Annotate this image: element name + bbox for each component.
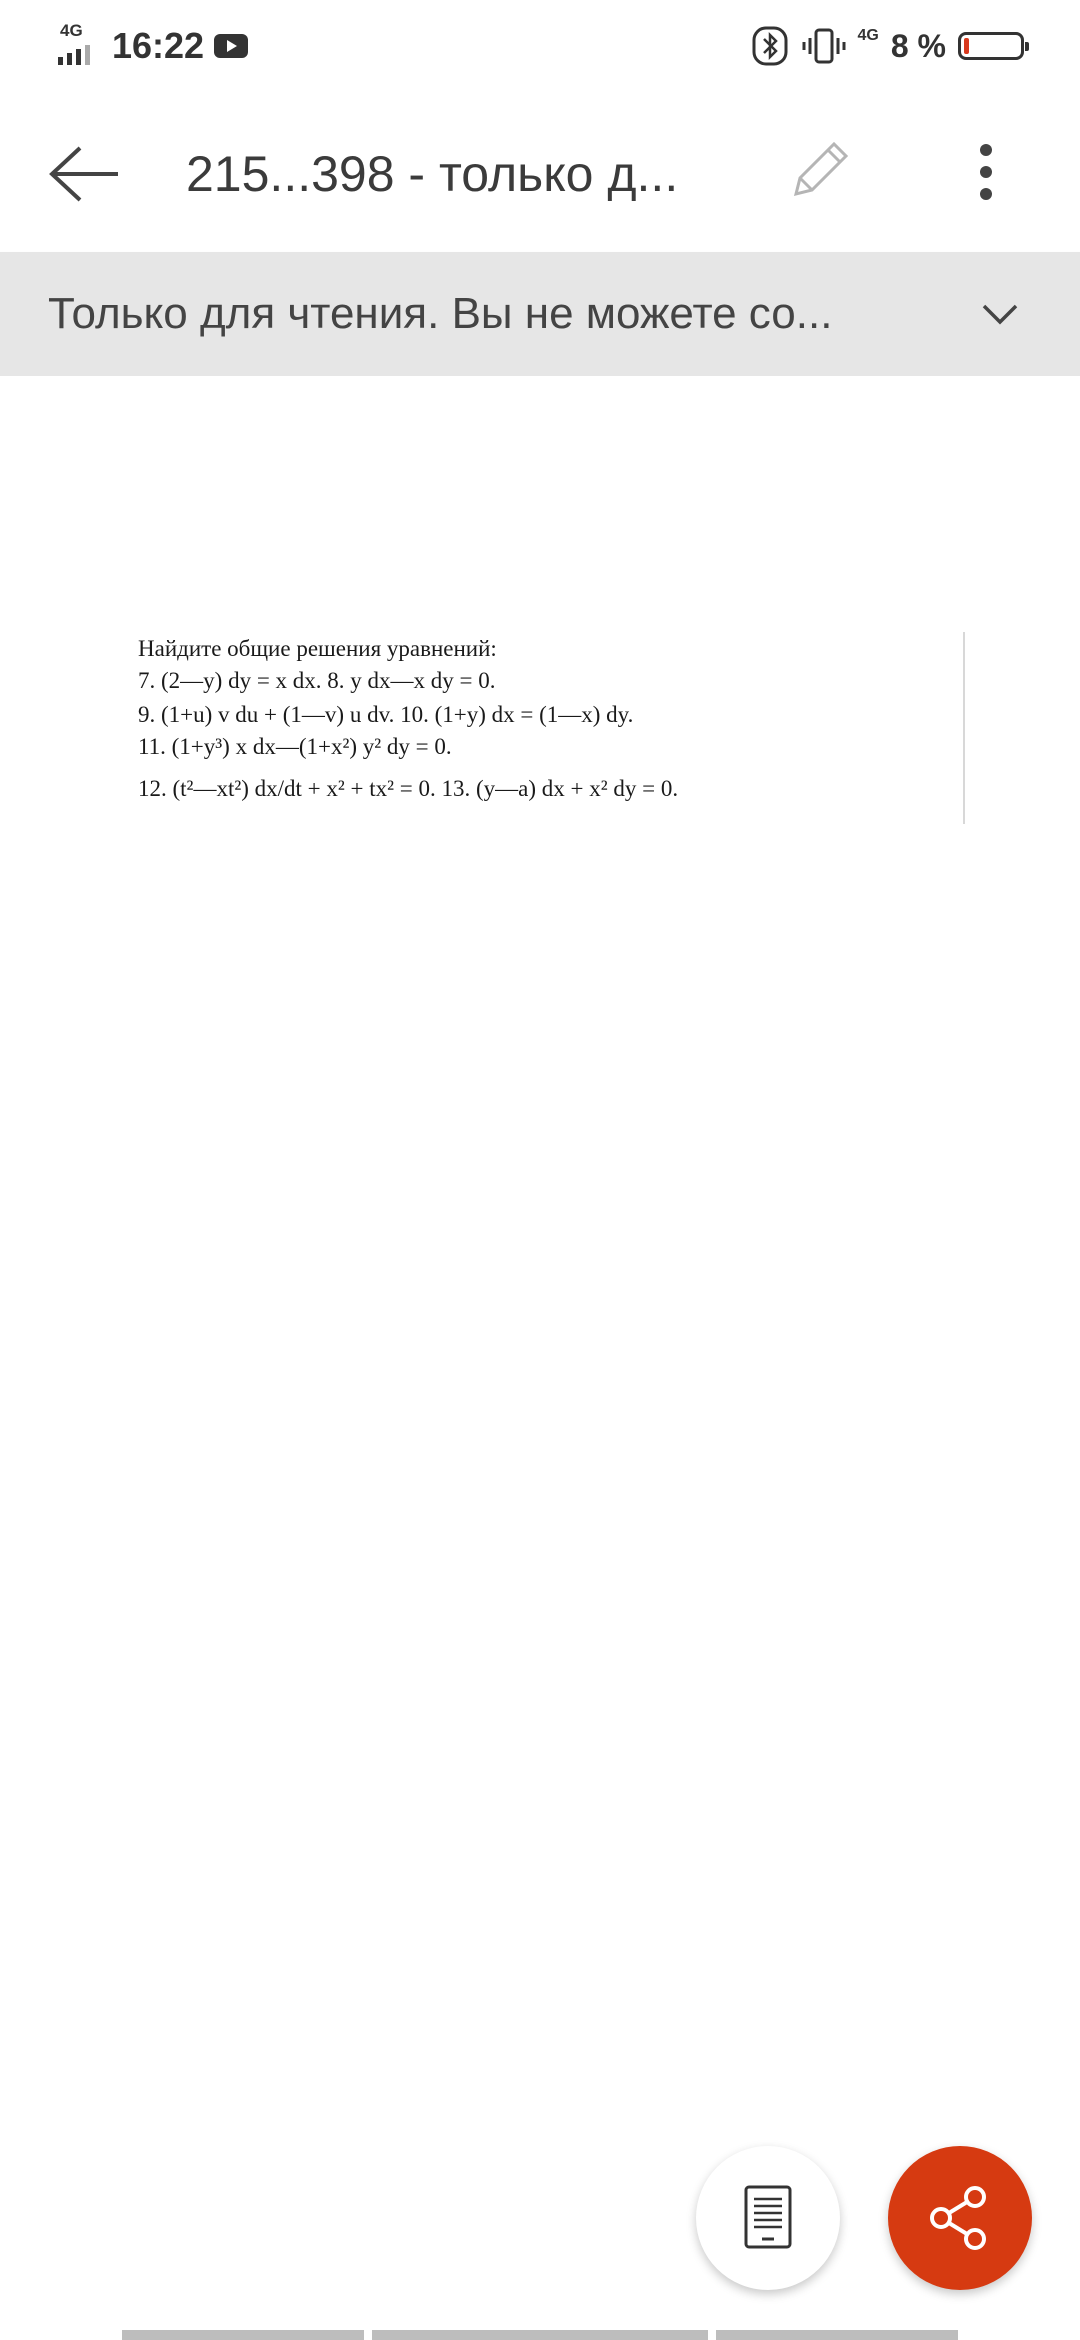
document-heading: Найдите общие решения уравнений: xyxy=(138,636,497,661)
edit-button[interactable] xyxy=(778,132,858,212)
nav-hint-segment xyxy=(372,2330,708,2340)
page-edge xyxy=(963,632,965,824)
chevron-down-icon xyxy=(980,302,1020,326)
clock: 16:22 xyxy=(112,25,205,66)
document-line: 12. (t²—xt²) dx/dt + x² + tx² = 0. 13. (y—a) dx + x² dy = 0. xyxy=(138,776,679,801)
app-bar xyxy=(0,90,1080,252)
reading-mode-icon xyxy=(740,2183,796,2253)
pencil-icon xyxy=(782,136,854,208)
more-options-button[interactable] xyxy=(956,132,1016,212)
document-page xyxy=(120,628,966,822)
battery-percent: 8 % xyxy=(890,27,946,64)
vibrate-icon xyxy=(802,26,846,66)
document-title: 215...398 - только д... xyxy=(186,146,679,202)
document-line: 9. (1+u) v du + (1—v) u dv. 10. (1+y) dx = (1—x) dy. xyxy=(138,702,634,727)
read-only-banner[interactable] xyxy=(0,252,1080,376)
bluetooth-icon xyxy=(750,26,790,66)
network-type-label: 4G xyxy=(60,21,83,40)
share-icon xyxy=(925,2183,995,2253)
document-line: 7. (2—y) dy = x dx. 8. y dx—x dy = 0. xyxy=(138,668,496,693)
share-button[interactable] xyxy=(888,2146,1032,2290)
status-bar xyxy=(0,0,1080,90)
back-button[interactable] xyxy=(48,138,120,210)
more-vert-icon xyxy=(980,144,992,156)
reading-mode-button[interactable] xyxy=(696,2146,840,2290)
signal-icon xyxy=(56,21,106,71)
back-arrow-icon xyxy=(48,144,120,204)
document-line: 11. (1+y³) x dx—(1+x²) y² dy = 0. xyxy=(138,734,452,759)
document-viewer[interactable] xyxy=(0,376,1080,2340)
expand-banner-button[interactable] xyxy=(972,286,1028,342)
nav-hint-segment xyxy=(716,2330,958,2340)
nav-hint-segment xyxy=(122,2330,364,2340)
network-type-label-2: 4G xyxy=(857,27,879,44)
youtube-icon xyxy=(214,34,248,58)
banner-text: Только для чтения. Вы не можете со... xyxy=(48,289,833,338)
battery-icon xyxy=(958,32,1024,60)
